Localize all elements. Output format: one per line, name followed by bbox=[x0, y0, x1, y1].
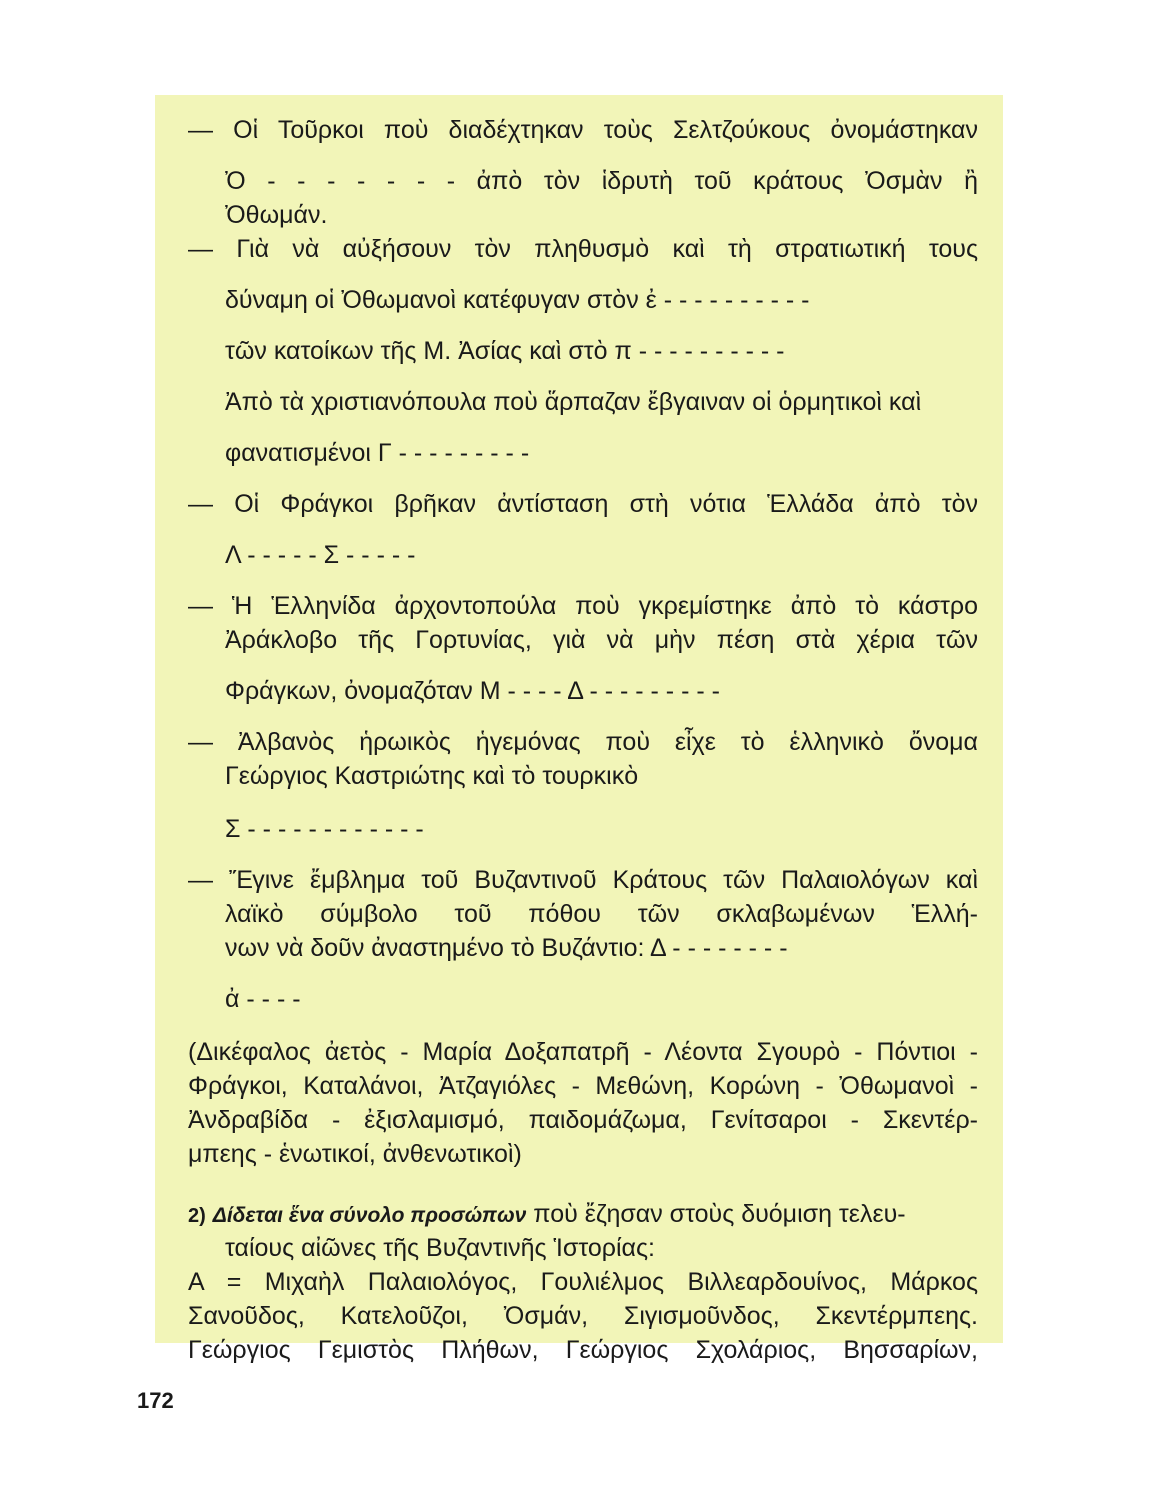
fill-in-item-princess bbox=[188, 589, 978, 708]
text-line: φανατισμένοι Γ - - - - - - - - - bbox=[225, 439, 530, 467]
text-line: — Ἡ Ἑλληνίδα ἀρχοντοπούλα ποὺ γκρεμίστηκε ἀπὸ τὸ κάστρο bbox=[188, 592, 978, 620]
text-line: Λ - - - - - Σ - - - - - bbox=[225, 541, 416, 569]
exercise-2-heading bbox=[188, 1197, 978, 1231]
exercise-lead: Δίδεται ἕνα σύνολο προσώπων bbox=[212, 1204, 527, 1227]
list-line: Σανοῦδος, Κατελοῦζοι, Ὀσμάν, Σιγισμοῦνδος, Σκεντέρμπεης. bbox=[188, 1302, 978, 1330]
text-line: — Οἱ Τοῦρκοι ποὺ διαδέχτηκαν τοὺς Σελτζούκους ὀνομάστηκαν bbox=[188, 116, 978, 144]
text-line: — Ἔγινε ἔμβλημα τοῦ Βυζαντινοῦ Κράτους τῶν Παλαιολόγων καὶ bbox=[188, 866, 978, 894]
text-line: λαϊκὸ σύμβολο τοῦ πόθου τῶν σκλαβωμένων Ἑλλή- bbox=[225, 900, 978, 928]
exercise-lead-rest: ποὺ ἔζησαν στοὺς δυόμιση τελευ- bbox=[526, 1200, 906, 1228]
text-line: Ὀθωμάν. bbox=[225, 201, 328, 229]
text-line: τῶν κατοίκων τῆς Μ. Ἀσίας καὶ στὸ π - - - - - - - - - - bbox=[225, 337, 785, 365]
text-line: Ἀπὸ τὰ χριστιανόπουλα ποὺ ἅρπαζαν ἔβγαιναν οἱ ὁρμητικοὶ καὶ bbox=[225, 388, 922, 416]
fill-in-item-resistance bbox=[188, 487, 978, 572]
text-line: Φράγκων, ὀνομαζόταν Μ - - - - Δ - - - - - - - - - bbox=[225, 677, 720, 705]
exercise-number: 2) bbox=[188, 1205, 206, 1227]
text-line: — Οἱ Φράγκοι βρῆκαν ἀντίσταση στὴ νότια Ἑλλάδα ἀπὸ τὸν bbox=[188, 490, 978, 518]
answer-line: Ἀνδραβίδα - ἐξισλαμισμό, παιδομάζωμα, Γενίτσαροι - Σκεντέρ- bbox=[188, 1106, 978, 1134]
text-line: νων νὰ δοῦν ἀναστημένο τὸ Βυζάντιο: Δ - - - - - - - - bbox=[225, 934, 788, 962]
text-line: — Γιὰ νὰ αὐξήσουν τὸν πληθυσμὸ καὶ τὴ στρατιωτική τους bbox=[188, 235, 978, 263]
text-line: ταίους αἰῶνες τῆς Βυζαντινῆς Ἱστορίας: bbox=[225, 1234, 655, 1262]
fill-in-item-ottomans bbox=[188, 113, 978, 232]
answer-line: Φράγκοι, Καταλάνοι, Ἀτζαγιόλες - Μεθώνη, Κορώνη - Ὀθωμανοὶ - bbox=[188, 1072, 978, 1100]
fill-in-item-emblem bbox=[188, 863, 978, 1016]
exercise-content bbox=[188, 113, 978, 1367]
page-number: 172 bbox=[137, 1388, 174, 1413]
list-line: Γεώργιος Γεμιστὸς Πλήθων, Γεώργιος Σχολάριος, Βησσαρίων, bbox=[188, 1336, 978, 1364]
text-line: ἀ - - - - bbox=[225, 985, 301, 1013]
fill-in-item-population bbox=[188, 232, 978, 470]
exercise-2 bbox=[188, 1197, 978, 1367]
text-line: δύναμη οἱ Ὀθωμανοὶ κατέφυγαν στὸν ἐ - - - - - - - - - - bbox=[225, 286, 810, 314]
answer-line: (Δικέφαλος ἀετὸς - Μαρία Δοξαπατρῆ - Λέοντα Σγουρὸ - Πόντιοι - bbox=[188, 1038, 978, 1066]
text-line: Ὀ - - - - - - - ἀπὸ τὸν ἱδρυτὴ τοῦ κράτους Ὀσμὰν ἢ bbox=[225, 167, 978, 195]
text-line: Σ - - - - - - - - - - - - bbox=[225, 815, 424, 843]
answer-key bbox=[188, 1035, 978, 1171]
answer-line: μπεης - ἑνωτικοί, ἀνθενωτικοὶ) bbox=[188, 1140, 522, 1168]
fill-in-item-albanian bbox=[188, 725, 978, 846]
text-line: — Ἀλβανὸς ἡρωικὸς ἡγεμόνας ποὺ εἶχε τὸ ἑλληνικὸ ὄνομα bbox=[188, 728, 978, 756]
text-line: Ἀράκλοβο τῆς Γορτυνίας, γιὰ νὰ μὴν πέση στὰ χέρια τῶν bbox=[225, 626, 978, 654]
list-line: Α = Μιχαὴλ Παλαιολόγος, Γουλιέλμος Βιλλεαρδουίνος, Μάρκος bbox=[188, 1268, 978, 1296]
text-line: Γεώργιος Καστριώτης καὶ τὸ τουρκικὸ bbox=[225, 762, 639, 790]
